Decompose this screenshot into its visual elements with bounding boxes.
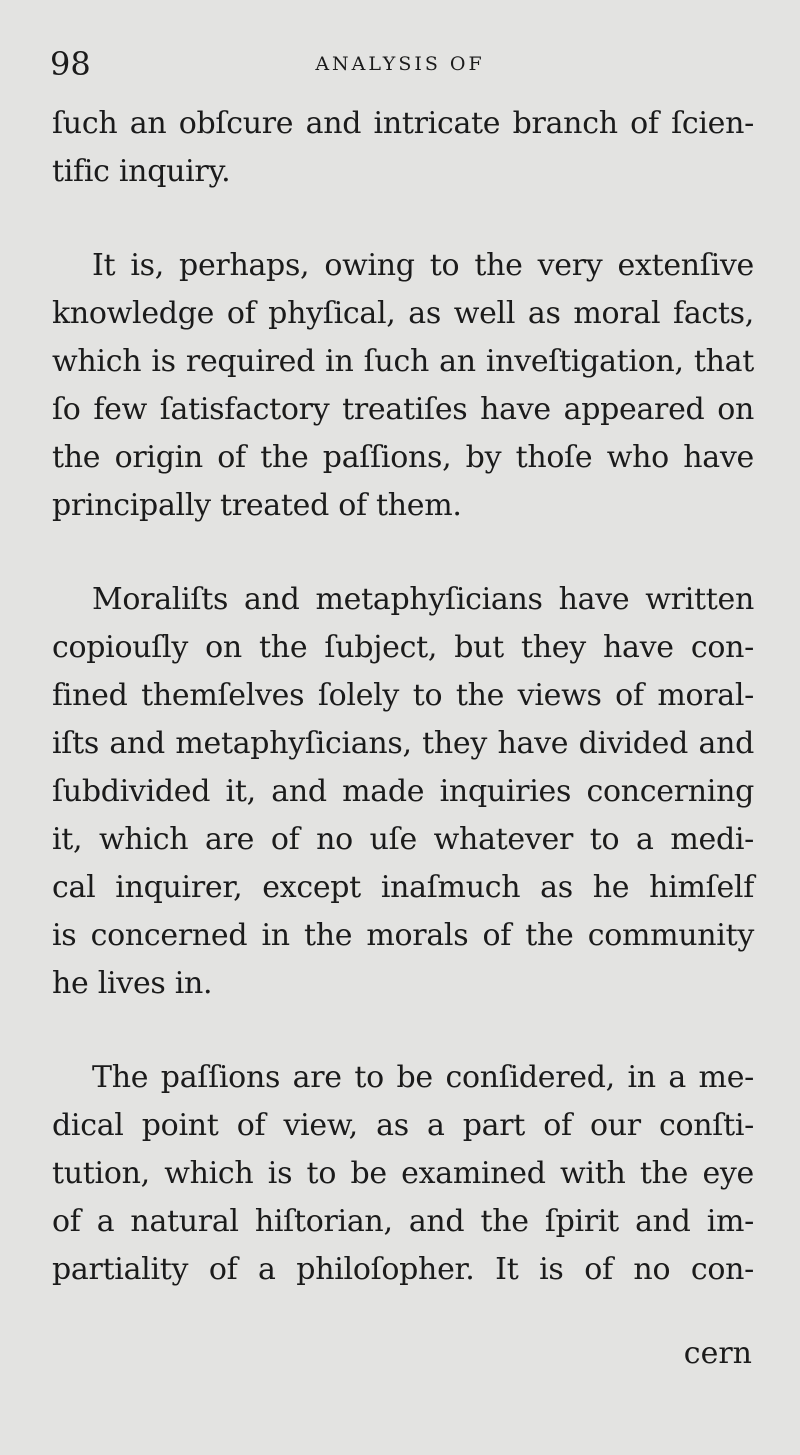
paragraph-3 [52, 576, 754, 1008]
text-line: It is, perhaps, owing to the very extenſive [92, 248, 754, 283]
paragraph-1 [52, 100, 754, 196]
text-line: partiality of a philoſopher. It is of no con- [52, 1252, 754, 1287]
text-line: fined themſelves ſolely to the views of moral- [52, 678, 754, 713]
paragraph-4 [52, 1054, 754, 1294]
page-header [0, 44, 800, 84]
text-line: ſuch an obſcure and intricate branch of ſcien- [52, 106, 754, 141]
text-line: tific inquiry. [52, 154, 231, 189]
catchword: cern [683, 1336, 752, 1371]
running-head: ANALYSIS OF [315, 53, 485, 75]
text-line: iſts and metaphyſicians, they have divided and [52, 726, 754, 761]
text-line: cal inquirer, except inaſmuch as he himſelf [52, 870, 754, 905]
text-line: which is required in ſuch an inveſtigation, that [52, 344, 754, 379]
text-line: ſubdivided it, and made inquiries concerning [52, 774, 754, 809]
text-line: he lives in. [52, 966, 213, 1001]
text-line: the origin of the paſſions, by thoſe who have [52, 440, 754, 475]
text-line: copiouſly on the ſubject, but they have con- [52, 630, 754, 665]
body-text [52, 100, 754, 1340]
text-line: is concerned in the morals of the community [52, 918, 754, 953]
text-line: Moraliſts and metaphyſicians have written [92, 582, 754, 617]
text-line: principally treated of them. [52, 488, 462, 523]
page-number: 98 [50, 45, 91, 83]
text-line: tution, which is to be examined with the eye [52, 1156, 754, 1191]
text-line: it, which are of no uſe whatever to a medi- [52, 822, 754, 857]
text-line: of a natural hiſtorian, and the ſpirit and im- [52, 1204, 754, 1239]
text-line: knowledge of phyſical, as well as moral facts, [52, 296, 754, 331]
paragraph-2 [52, 242, 754, 530]
text-line: dical point of view, as a part of our conſti- [52, 1108, 754, 1143]
text-line: ſo few ſatisfactory treatiſes have appeared on [52, 392, 754, 427]
text-line: The paſſions are to be conſidered, in a me- [92, 1060, 754, 1095]
